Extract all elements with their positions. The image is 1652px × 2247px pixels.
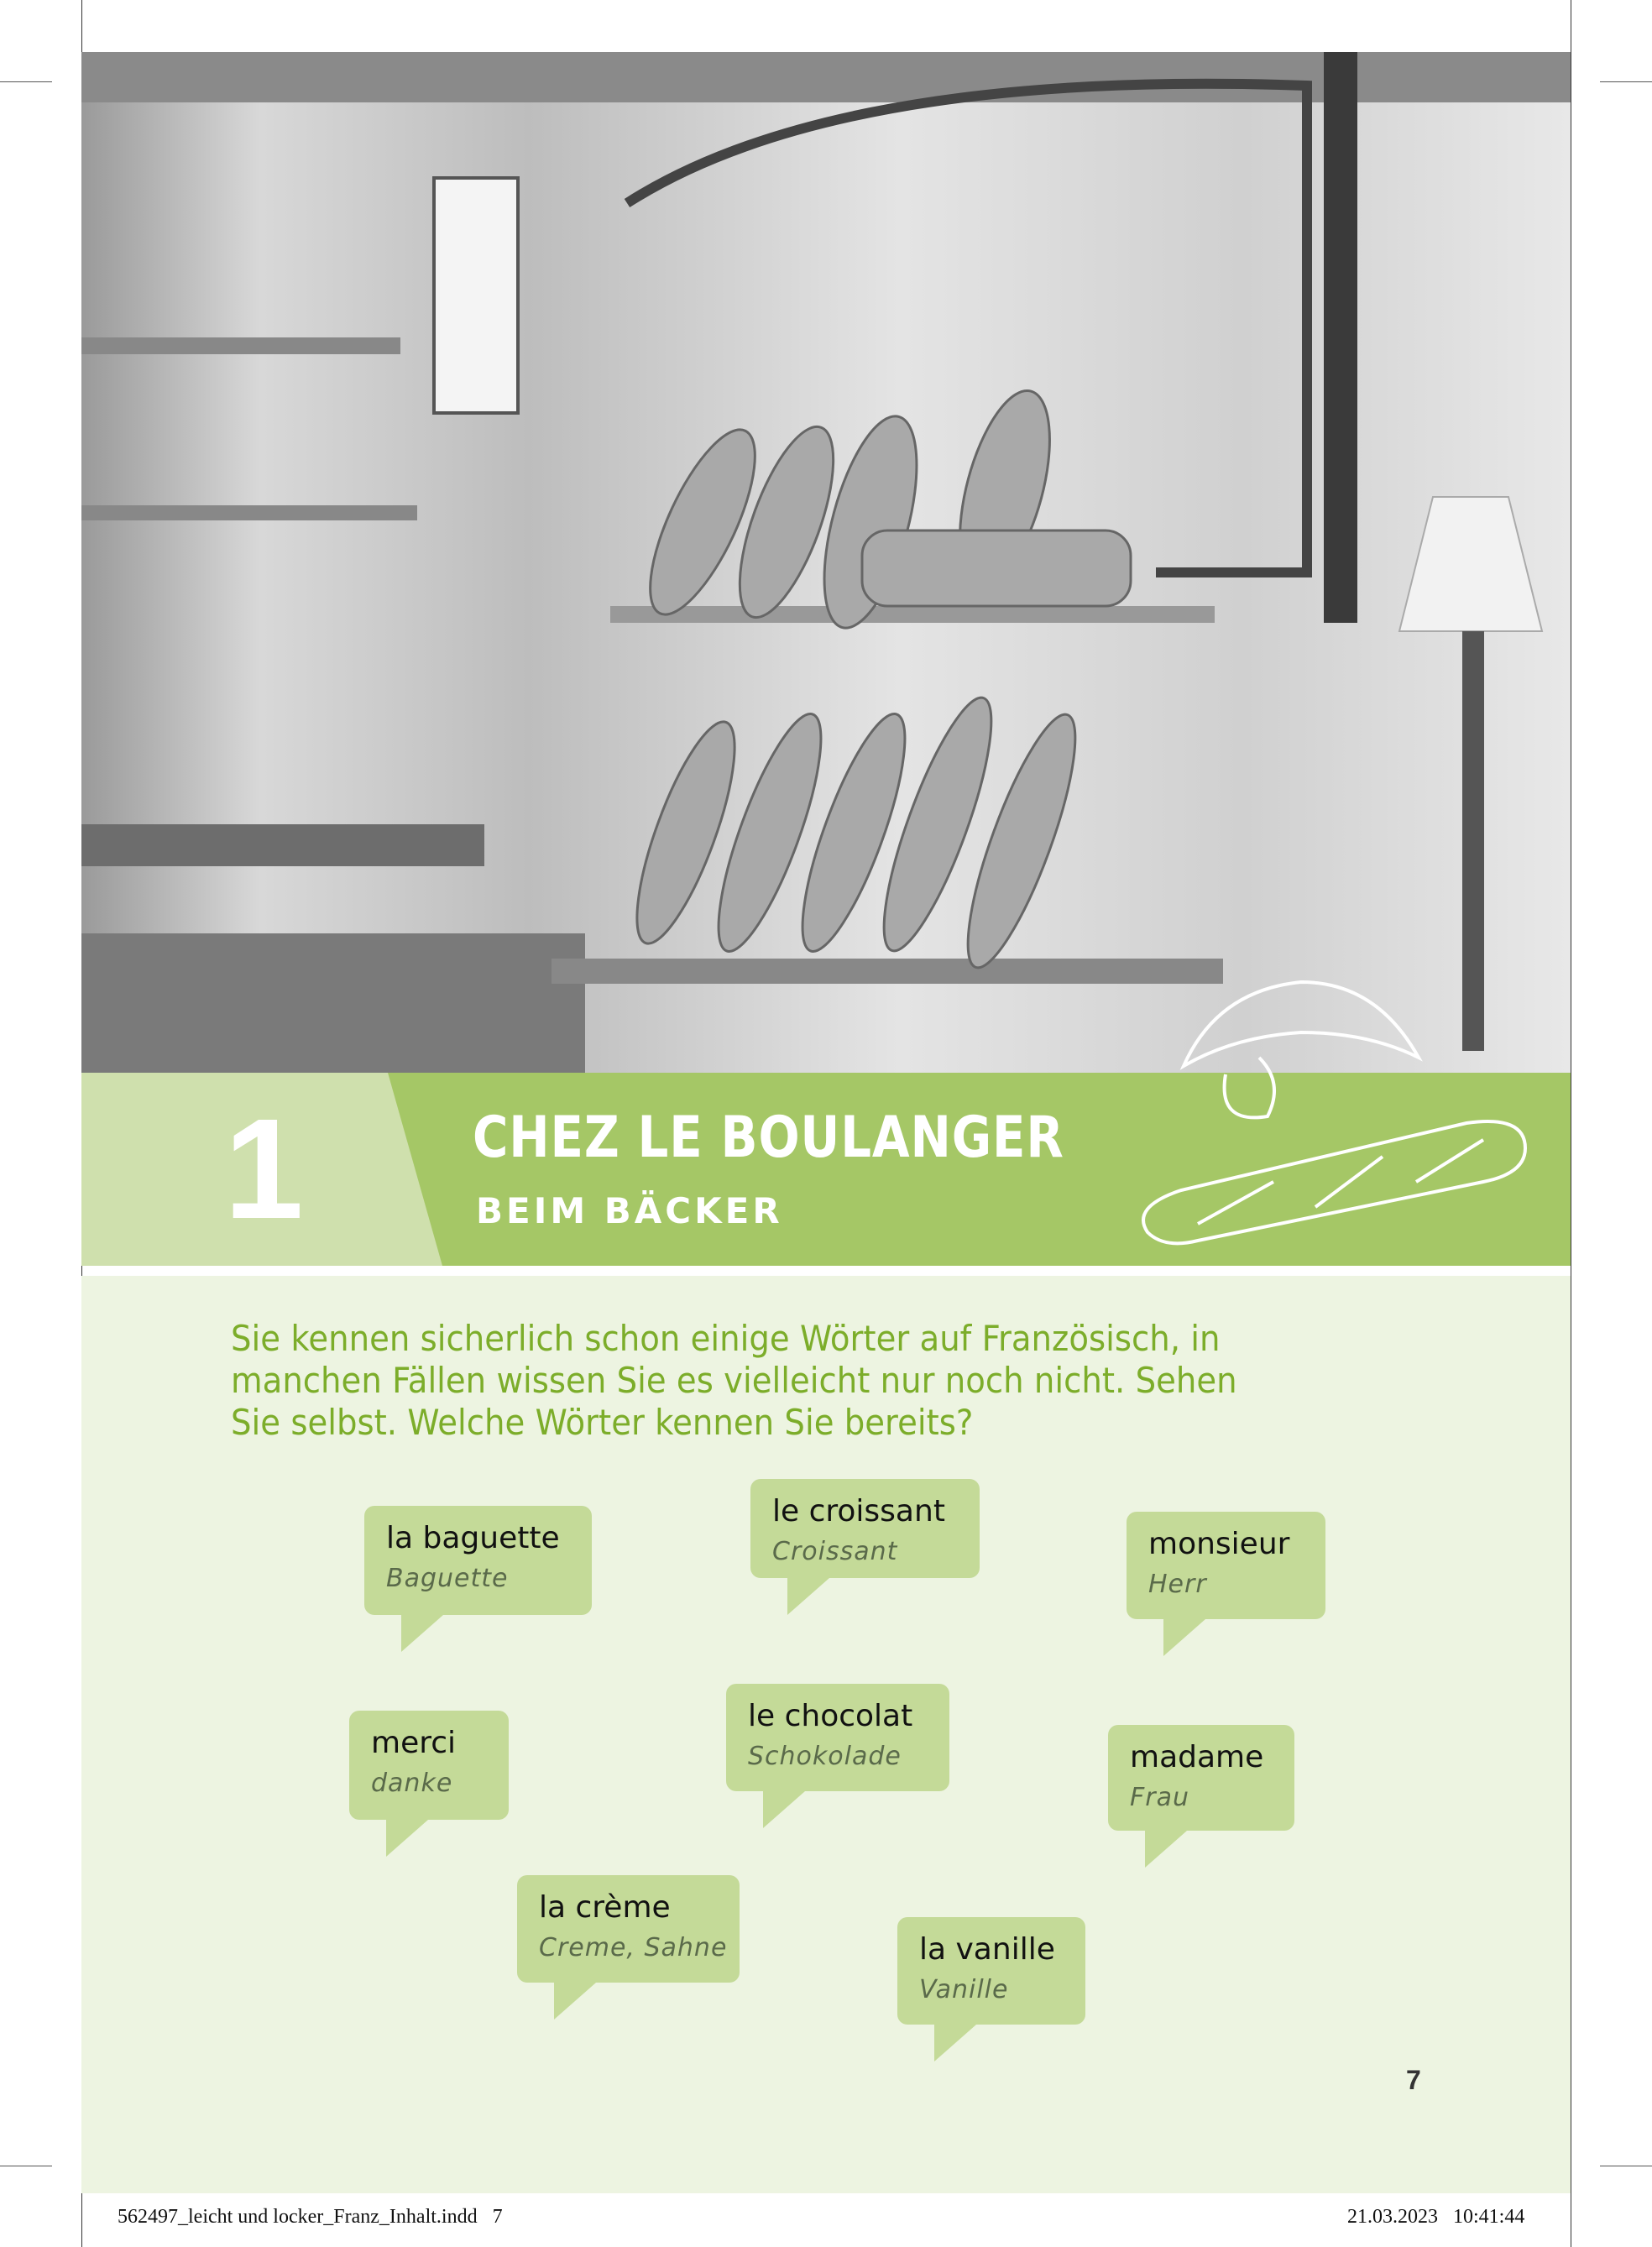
chapter-subtitle: BEIM BÄCKER xyxy=(476,1190,783,1231)
word-german: Schokolade xyxy=(748,1742,902,1771)
word-german: Croissant xyxy=(772,1537,898,1566)
word-german: Vanille xyxy=(919,1975,1009,2004)
word-bubble xyxy=(517,1875,740,1983)
word-french: le croissant xyxy=(772,1494,945,1528)
word-french: monsieur xyxy=(1148,1527,1290,1561)
word-bubble xyxy=(1108,1725,1294,1831)
word-french: la vanille xyxy=(919,1932,1055,1967)
chapter-title: CHEZ LE BOULANGER xyxy=(473,1105,1064,1171)
word-french: le chocolat xyxy=(748,1699,913,1733)
word-bubble xyxy=(349,1711,509,1820)
word-german: Baguette xyxy=(386,1564,509,1593)
word-bubble xyxy=(1127,1512,1325,1619)
word-bubble xyxy=(364,1506,592,1615)
word-french: la crème xyxy=(539,1890,671,1925)
intro-text: Sie kennen sicherlich schon einige Wörter auf Französisch, in manchen Fällen wissen Sie es vielleicht nur noch nicht. Sehen Sie selbst. Welche Wörter kennen Sie bereits? xyxy=(231,1318,1237,1443)
baguette-sketch-icon xyxy=(1131,1115,1534,1249)
word-bubble xyxy=(726,1684,949,1791)
footer-filename: 562497_leicht und locker_Franz_Inhalt.indd 7 xyxy=(118,2206,503,2228)
word-german: Frau xyxy=(1130,1783,1189,1812)
word-french: la baguette xyxy=(386,1521,560,1555)
crop-mark xyxy=(1600,81,1652,82)
word-french: madame xyxy=(1130,1740,1264,1774)
page-number: 7 xyxy=(1406,2065,1421,2095)
footer-timestamp: 21.03.2023 10:41:44 xyxy=(1347,2206,1525,2228)
word-bubble xyxy=(750,1479,980,1578)
bakery-photo xyxy=(81,52,1571,1073)
chapter-number: 1 xyxy=(224,1090,304,1249)
word-bubble xyxy=(897,1917,1085,2025)
crop-mark xyxy=(0,81,52,82)
word-french: merci xyxy=(371,1726,457,1760)
word-german: danke xyxy=(371,1769,453,1798)
croissant-sketch-icon xyxy=(1167,957,1435,1125)
word-german: Herr xyxy=(1148,1570,1207,1599)
word-german: Creme, Sahne xyxy=(539,1933,728,1962)
